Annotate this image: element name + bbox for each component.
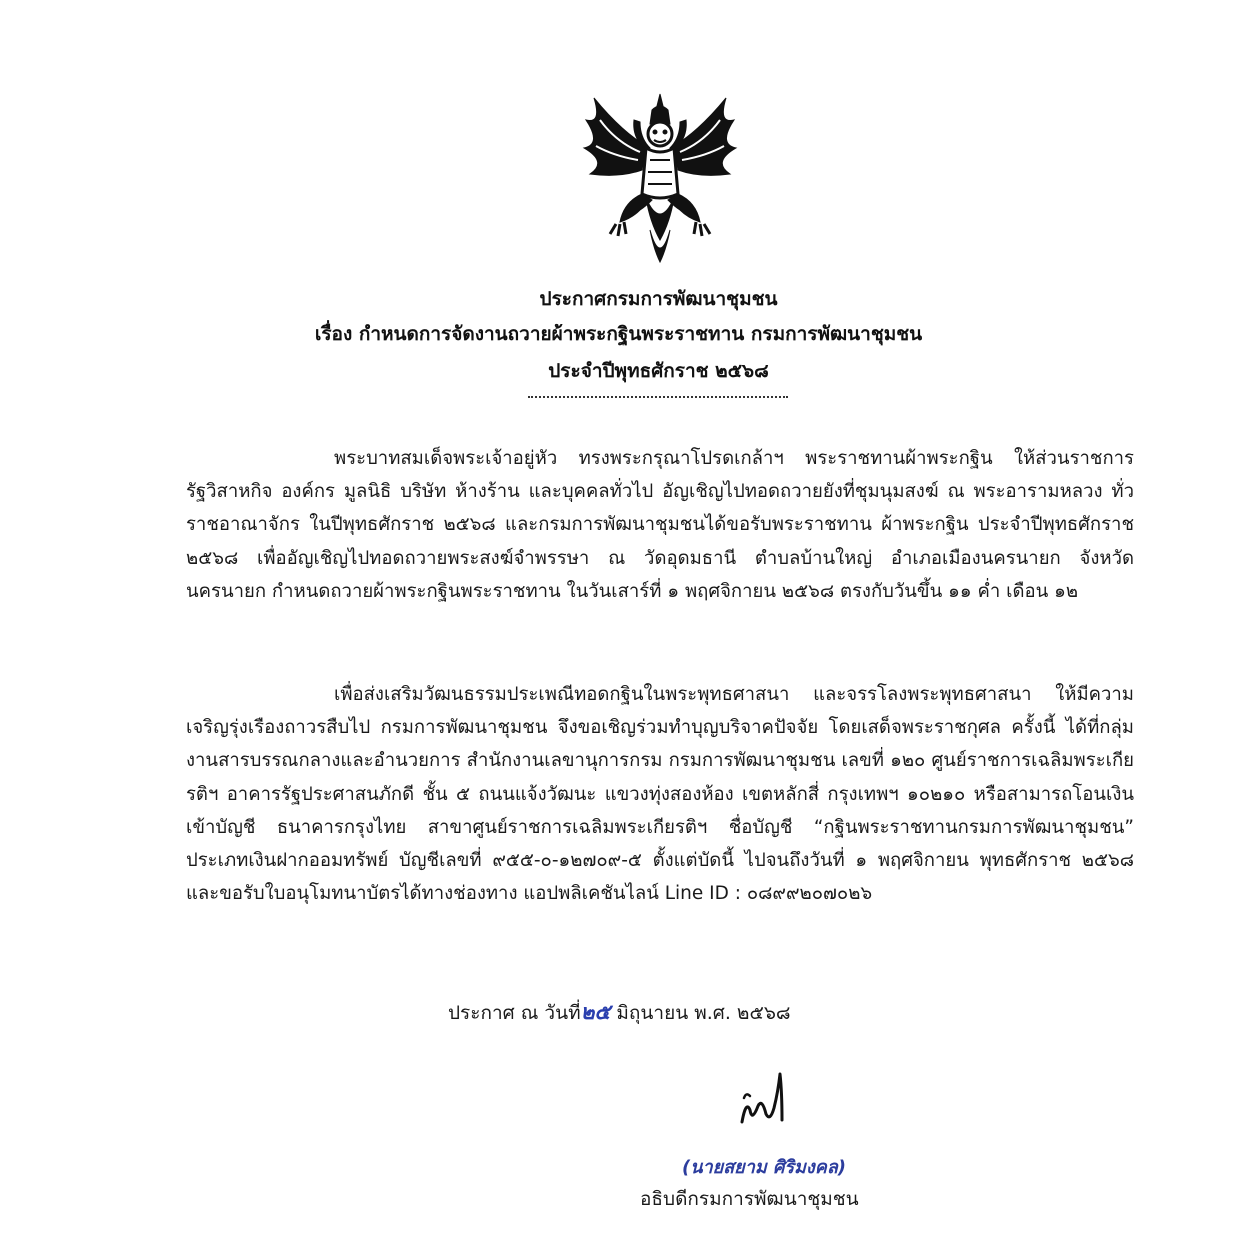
body-paragraph-1: พระบาทสมเด็จพระเจ้าอยู่หัว ทรงพระกรุณาโปรดเกล้าฯ พระราชทานผ้าพระกฐิน ให้ส่วนราชการรัฐวิสาหกิจ องค์กร มูลนิธิ บริษัท ห้างร้าน และบุคคลทั่วไป อัญเชิญไปทอดถวายยังที่ชุมนุมสงฆ์ ณ พระอารามหลวง ทั่วราชอาณาจักร ในปีพุทธศักราช ๒๕๖๘ และกรมการพัฒนาชุมชนได้ขอรับพระราชทาน ผ้าพระกฐิน ประจำปีพุทธศักราช ๒๕๖๘ เพื่ออัญเชิญไปทอดถวายพระสงฆ์จำพรรษา ณ วัดอุดมธานี ตำบลบ้านใหญ่ อำเภอเมืองนครนายก จังหวัดนครนายก กำหนดถวายผ้าพระกฐินพระราชทาน ในวันเสาร์ที่ ๑ พฤศจิกายน ๒๕๖๘ ตรงกับวันขึ้น ๑๑ ค่ำ เดือน ๑๒ bbox=[186, 448, 1134, 602]
announcement-prefix: ประกาศ ณ วันที่ bbox=[448, 1002, 581, 1024]
handwritten-day: ๒๕ bbox=[580, 1000, 611, 1024]
announcement-date bbox=[448, 996, 791, 1029]
dotted-divider bbox=[528, 396, 788, 398]
announcement-suffix: มิถุนายน พ.ศ. ๒๕๖๘ bbox=[610, 1002, 791, 1024]
body-paragraph-2: เพื่อส่งเสริมวัฒนธรรมประเพณีทอดกฐินในพระพุทธศาสนา และจรรโลงพระพุทธศาสนา ให้มีความเจริญรุ่งเรืองถาวรสืบไป กรมการพัฒนาชุมชน จึงขอเชิญร่วมทำบุญบริจาคปัจจัย โดยเสด็จพระราชกุศล ครั้งนี้ ได้ที่กลุ่มงานสารบรรณกลางและอำนวยการ สำนักงานเลขานุการกรม กรมการพัฒนาชุมชน เลขที่ ๑๒๐ ศูนย์ราชการเฉลิมพระเกียรติฯ อาคารรัฐประศาสนภักดี ชั้น ๕ ถนนแจ้งวัฒนะ แขวงทุ่งสองห้อง เขตหลักสี่ กรุงเทพฯ ๑๐๒๑๐ หรือสามารถโอนเงินเข้าบัญชี ธนาคารกรุงไทย สาขาศูนย์ราชการเฉลิมพระเกียรติฯ ชื่อบัญชี “กฐินพระราชทานกรมการพัฒนาชุมชน” ประเภทเงินฝากออมทรัพย์ บัญชีเลขที่ ๙๕๕-๐-๑๒๗๐๙-๕ ตั้งแต่บัดนี้ ไปจนถึงวันที่ ๑ พฤศจิกายน พุทธศักราช ๒๕๖๘ และขอรับใบอนุโมทนาบัตรได้ทางช่องทาง แอปพลิเคชันไลน์ Line ID : ๐๘๙๙๒๐๗๐๒๖ bbox=[186, 684, 1134, 905]
signer-position: อธิบดีกรมการพัฒนาชุมชน bbox=[640, 1188, 859, 1210]
document-title: ประกาศกรมการพัฒนาชุมชน bbox=[539, 288, 778, 310]
document-year: ประจำปีพุทธศักราช ๒๕๖๘ bbox=[548, 360, 769, 382]
signer-name: (นายสยาม ศิริมงคล) bbox=[682, 1157, 847, 1178]
document-subject: เรื่อง กำหนดการจัดงานถวายผ้าพระกฐินพระราชทาน กรมการพัฒนาชุมชน bbox=[314, 323, 923, 345]
handwritten-signature-icon bbox=[732, 1062, 802, 1132]
garuda-emblem-icon bbox=[580, 90, 740, 270]
